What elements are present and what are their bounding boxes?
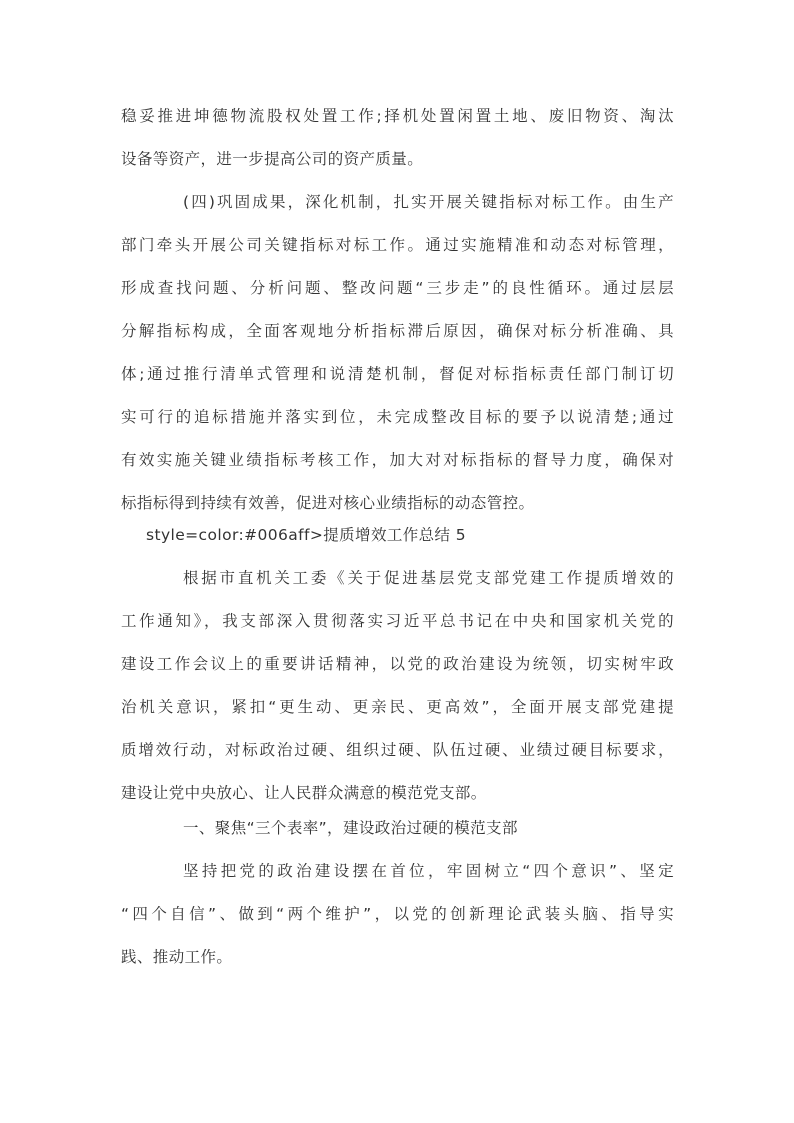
paragraph-line: 稳妥推进坤德物流股权处置工作;择机处置闲置土地、废旧物资、淘汰 — [121, 107, 674, 125]
paragraph-line: 有效实施关键业绩指标考核工作，加大对对标指标的督导力度，确保对 — [121, 451, 674, 469]
section-heading: style=color:#006aff>提质增效工作总结 5 — [146, 526, 467, 544]
paragraph-line: (四)巩固成果，深化机制，扎实开展关键指标对标工作。由生产 — [183, 193, 674, 211]
subsection-heading: 一、聚焦“三个表率”，建设政治过硬的模范支部 — [183, 819, 518, 837]
paragraph-line: 践、推动工作。 — [121, 948, 233, 966]
paragraph-line: 部门牵头开展公司关键指标对标工作。通过实施精准和动态对标管理， — [121, 236, 674, 254]
paragraph-line: 建设工作会议上的重要讲话精神，以党的政治建设为统领，切实树牢政 — [121, 655, 674, 673]
paragraph-line: 实可行的追标措施并落实到位，未完成整改目标的要予以说清楚;通过 — [121, 408, 674, 426]
paragraph-line: 标指标得到持续有效善，促进对核心业绩指标的动态管控。 — [121, 494, 535, 512]
paragraph-line: 根据市直机关工委《关于促进基层党支部党建工作提质增效的 — [183, 569, 674, 587]
paragraph-line: 治机关意识，紧扣“更生动、更亲民、更高效”，全面开展支部党建提 — [121, 698, 674, 716]
paragraph-line: 体;通过推行清单式管理和说清楚机制，督促对标指标责任部门制订切 — [121, 365, 674, 383]
paragraph-line: 质增效行动，对标政治过硬、组织过硬、队伍过硬、业绩过硬目标要求， — [121, 741, 674, 759]
paragraph-line: “四个自信”、做到“两个维护”，以党的创新理论武装头脑、指导实 — [121, 905, 674, 923]
paragraph-line: 坚持把党的政治建设摆在首位，牢固树立“四个意识”、坚定 — [183, 862, 674, 880]
paragraph-line: 设备等资产，进一步提高公司的资产质量。 — [121, 150, 424, 168]
paragraph-line: 建设让党中央放心、让人民群众满意的模范党支部。 — [121, 784, 487, 802]
paragraph-line: 形成查找问题、分析问题、整改问题“三步走”的良性循环。通过层层 — [121, 279, 674, 297]
paragraph-line: 分解指标构成，全面客观地分析指标滞后原因，确保对标分析准确、具 — [121, 322, 674, 340]
paragraph-line: 工作通知》，我支部深入贯彻落实习近平总书记在中央和国家机关党的 — [121, 612, 674, 630]
